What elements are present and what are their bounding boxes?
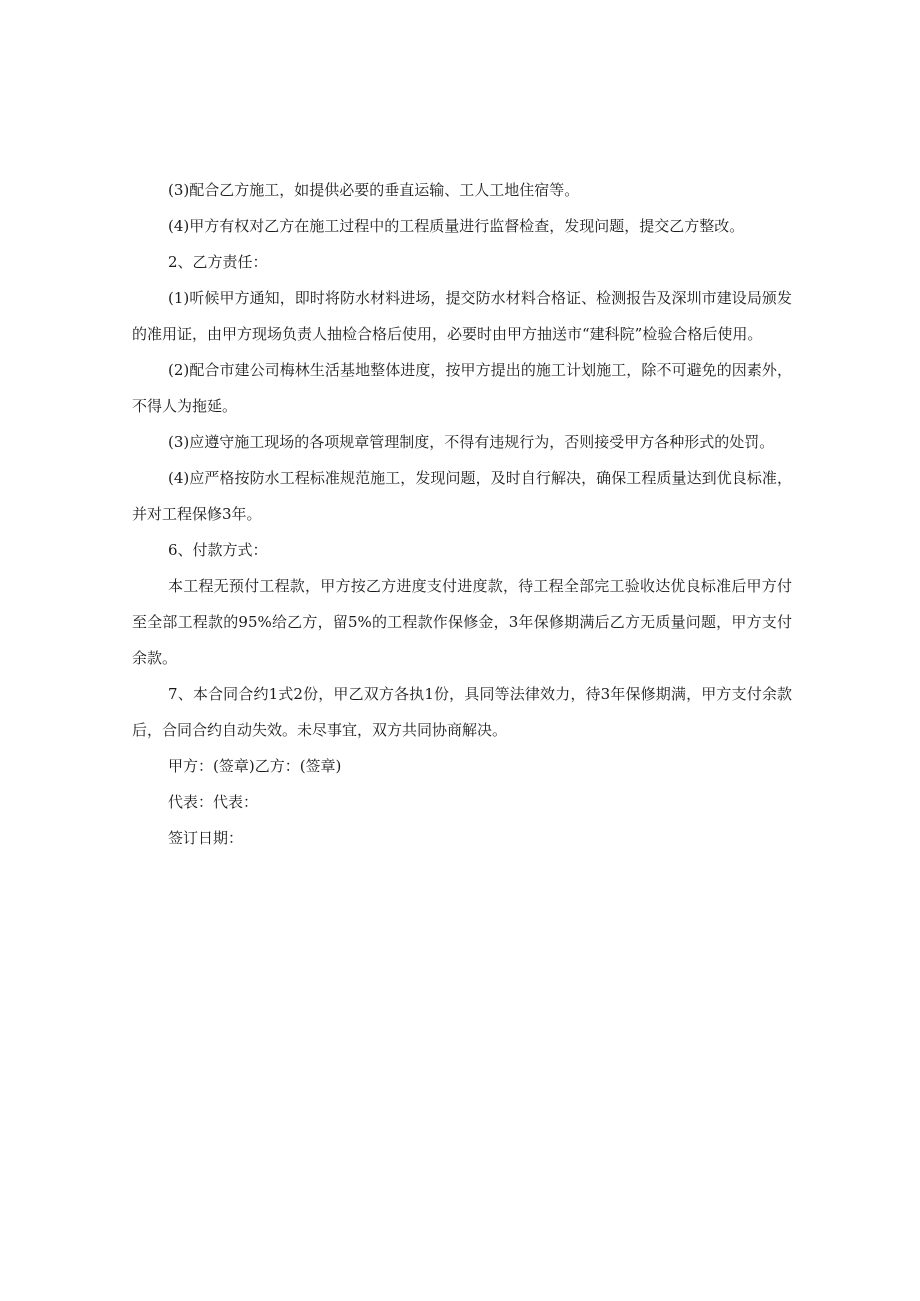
clause-contract-copies: 7、本合同合约1式2份，甲乙双方各执1份，具同等法律效力，待3年保修期满，甲方支付余款后，合同合约自动失效。未尽事宜，双方共同协商解决。 bbox=[132, 685, 792, 739]
clause-party-b-3: (3)应遵守施工现场的各项规章管理制度，不得有违规行为，否则接受甲方各种形式的处罚。 bbox=[168, 433, 775, 451]
signature-parties: 甲方：(签章)乙方：(签章) bbox=[168, 757, 342, 775]
clause-party-a-4: (4)甲方有权对乙方在施工过程中的工程质量进行监督检查，发现问题，提交乙方整改。 bbox=[168, 217, 745, 235]
signature-representatives: 代表：代表： bbox=[168, 793, 259, 811]
clause-party-b-4: (4)应严格按防水工程标准规范施工，发现问题，及时自行解决，确保工程质量达到优良标准，并对工程保修3年。 bbox=[132, 469, 792, 523]
section-party-b-duties-heading: 2、乙方责任： bbox=[168, 253, 268, 271]
payment-terms: 本工程无预付工程款，甲方按乙方进度支付进度款，待工程全部完工验收达优良标准后甲方付至全部工程款的95%给乙方，留5%的工程款作保修金，3年保修期满后乙方无质量问题，甲方支付余款。 bbox=[132, 577, 792, 667]
clause-party-b-2: (2)配合市建公司梅林生活基地整体进度，按甲方提出的施工计划施工，除不可避免的因素外，不得人为拖延。 bbox=[132, 361, 792, 415]
document-body bbox=[132, 172, 792, 856]
clause-party-a-3: (3)配合乙方施工，如提供必要的垂直运输、工人工地住宿等。 bbox=[168, 181, 580, 199]
section-payment-heading: 6、付款方式： bbox=[168, 541, 268, 559]
signing-date: 签订日期： bbox=[168, 829, 244, 847]
clause-party-b-1: (1)听候甲方通知，即时将防水材料进场，提交防水材料合格证、检测报告及深圳市建设局颁发的准用证，由甲方现场负责人抽检合格后使用，必要时由甲方抽送市“建科院”检验合格后使用。 bbox=[132, 289, 792, 343]
